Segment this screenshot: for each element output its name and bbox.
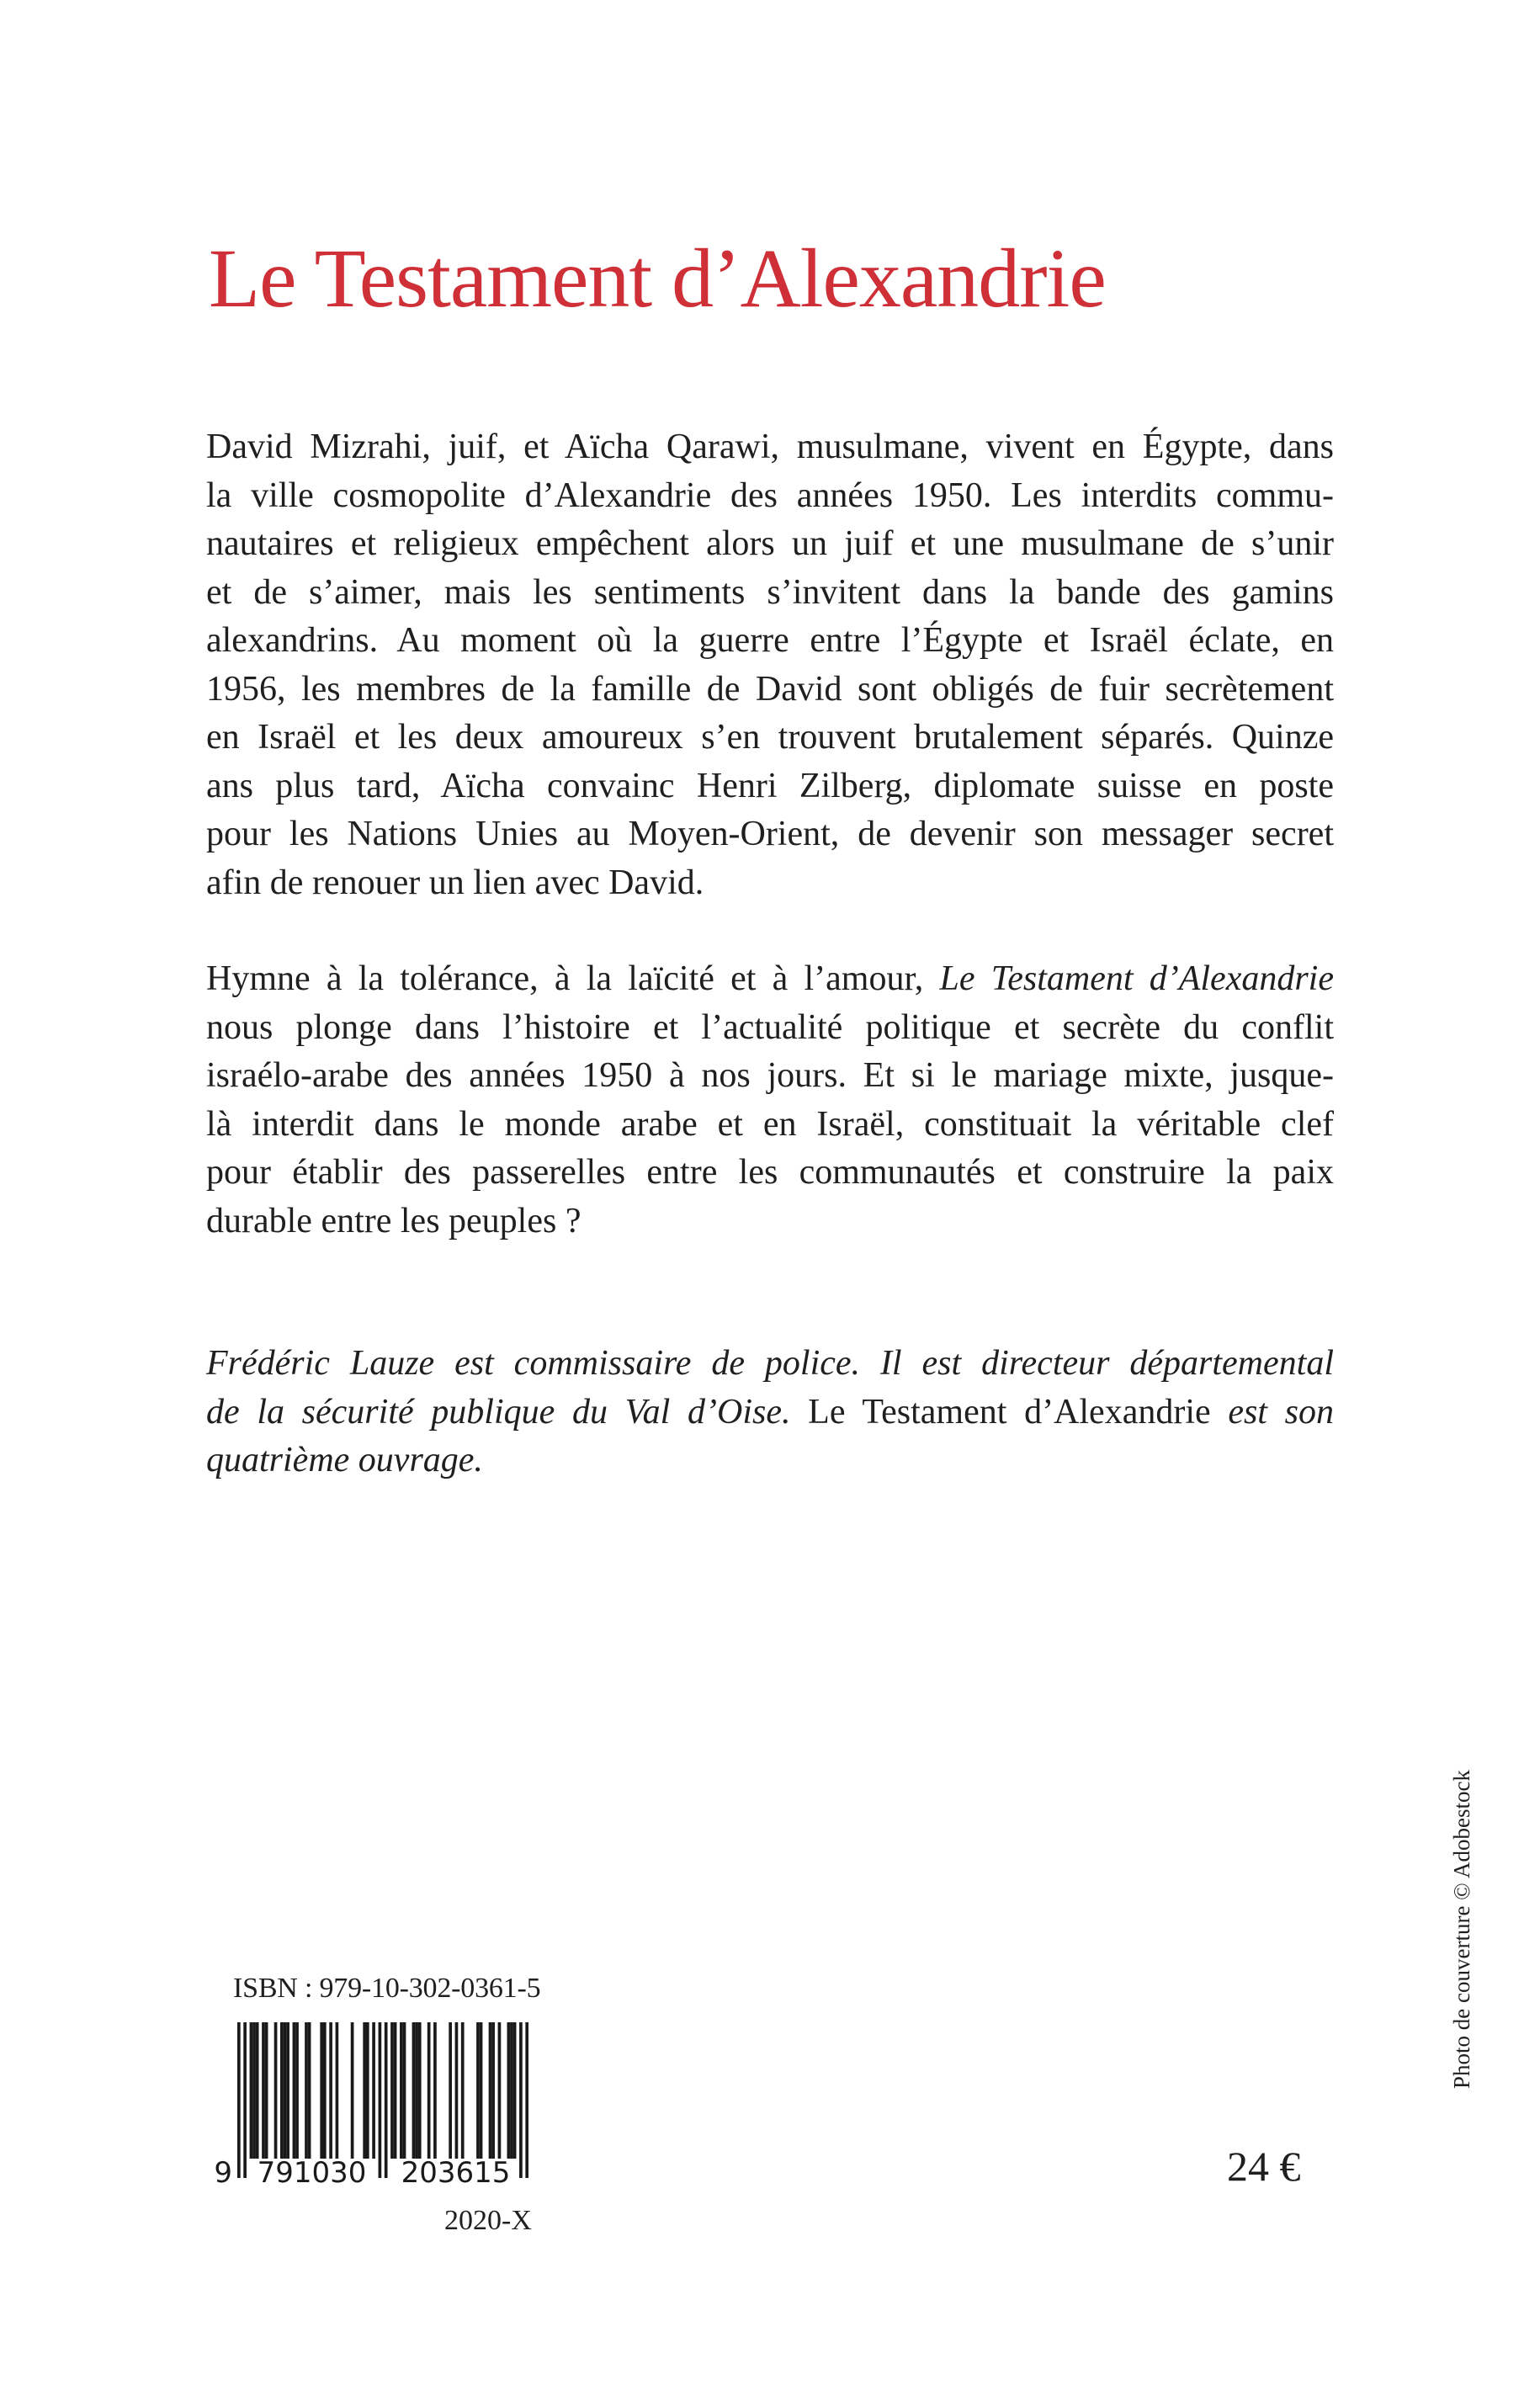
text-line [206, 762, 1334, 811]
text-line [206, 1437, 1334, 1485]
text-line [206, 472, 1334, 521]
text-segment: afin de renouer un lien avec David. [206, 863, 704, 902]
paragraph-author-bio [206, 1340, 1334, 1485]
text-segment: Le Testament d’Alexandrie [808, 1392, 1211, 1432]
text-segment: là interdit dans le monde arabe et en Israël, constituait la véritable clef [206, 1104, 1334, 1144]
text-segment: nautaires et religieux empêchent alors un juif et une musulmane de s’unir [206, 524, 1334, 563]
barcode-digits-right: 203615 [401, 2156, 511, 2190]
paragraph-synopsis-1 [206, 423, 1334, 907]
barcode-digit-prefix: 9 [214, 2156, 232, 2190]
text-line [206, 714, 1334, 762]
text-segment: 1956, les membres de la famille de David sont obligés de fuir secrètement [206, 669, 1334, 709]
text-line [206, 666, 1334, 714]
text-segment: de la sécurité publique du Val d’Oise. [206, 1392, 809, 1432]
photo-credit: Photo de couverture © Adobestock [1449, 1770, 1474, 2089]
text-segment: durable entre les peuples ? [206, 1201, 581, 1240]
text-line [206, 1101, 1334, 1150]
text-segment: pour établir des passerelles entre les communautés et construire la paix [206, 1153, 1334, 1192]
isbn-label: ISBN : 979-10-302-0361-5 [233, 1973, 541, 2004]
barcode-bars [237, 2022, 528, 2178]
text-segment: Frédéric Lauze est commissaire de police. Il est directeur départemental [206, 1344, 1334, 1383]
text-segment: David Mizrahi, juif, et Aïcha Qarawi, musulmane, vivent en Égypte, dans [206, 428, 1334, 466]
text-line [206, 617, 1334, 666]
text-segment: Hymne à la tolérance, à la laïcité et à l’amour, [206, 959, 940, 998]
paragraph-synopsis-2 [206, 955, 1334, 1246]
book-title: Le Testament d’Alexandrie [209, 231, 1106, 325]
text-line [206, 955, 1334, 1004]
text-line [206, 1052, 1334, 1101]
text-segment: pour les Nations Unies au Moyen-Orient, de devenir son messager secret [206, 815, 1334, 853]
text-line [206, 1389, 1334, 1437]
text-line [206, 569, 1334, 618]
text-segment: et de s’aimer, mais les sentiments s’invitent dans la bande des gamins [206, 572, 1334, 612]
barcode-digits-left: 791030 [257, 2156, 367, 2190]
text-line [206, 859, 1334, 908]
text-segment: Le Testament d’Alexandrie [939, 959, 1334, 998]
text-line [206, 423, 1334, 472]
text-segment: en Israël et les deux amoureux s’en trouvent brutalement séparés. Quinze [206, 718, 1334, 757]
edition-code: 2020-X [444, 2205, 532, 2236]
ean13-barcode [214, 2022, 528, 2191]
text-segment: israélo-arabe des années 1950 à nos jours. Et si le mariage mixte, jusque- [206, 1056, 1334, 1095]
text-segment: est son [1210, 1392, 1335, 1432]
text-segment: la ville cosmopolite d’Alexandrie des années 1950. Les interdits commu- [206, 475, 1334, 515]
text-segment: nous plonge dans l’histoire et l’actualité politique et secrète du conflit [206, 1007, 1334, 1047]
text-line [206, 1004, 1334, 1053]
text-line [206, 520, 1334, 569]
text-line [206, 1340, 1334, 1389]
text-segment: quatrième ouvrage. [206, 1441, 483, 1479]
text-line [206, 810, 1334, 859]
text-segment: ans plus tard, Aïcha convainc Henri Zilberg, diplomate suisse en poste [206, 766, 1334, 805]
text-segment: alexandrins. Au moment où la guerre entre l’Égypte et Israël éclate, en [206, 621, 1334, 660]
text-line [206, 1198, 1334, 1246]
back-cover-text [206, 423, 1334, 1485]
text-line [206, 1149, 1334, 1198]
price-label: 24 € [1227, 2143, 1301, 2190]
